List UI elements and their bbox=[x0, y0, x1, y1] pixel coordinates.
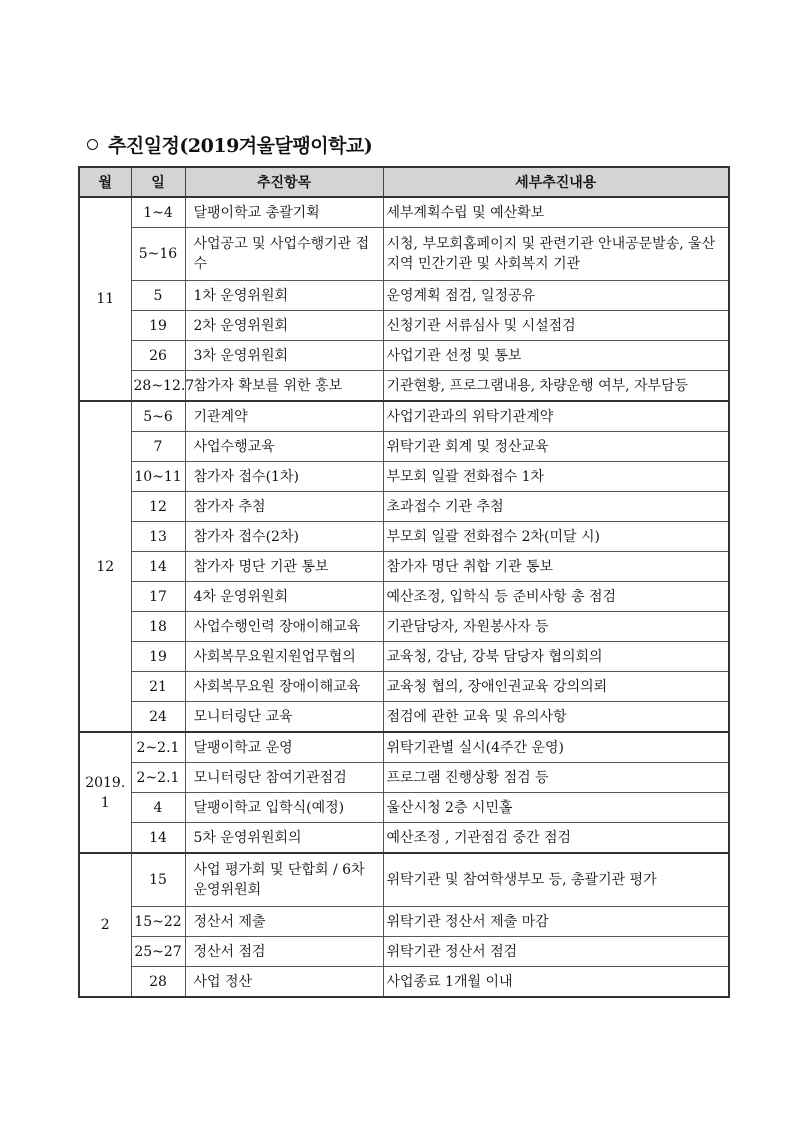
detail-cell: 위탁기관 및 참여학생부모 등, 총괄기관 평가 bbox=[383, 853, 729, 907]
table-row bbox=[79, 732, 729, 763]
day-cell: 18 bbox=[131, 612, 185, 642]
item-cell: 사업수행인력 장애이해교육 bbox=[185, 612, 383, 642]
header-detail: 세부추진내용 bbox=[383, 167, 729, 197]
detail-cell: 예산조정 , 기관점검 중간 점검 bbox=[383, 823, 729, 854]
table-row bbox=[79, 612, 729, 642]
item-cell: 5차 운영위원회의 bbox=[185, 823, 383, 854]
table-row bbox=[79, 793, 729, 823]
table-row bbox=[79, 522, 729, 552]
detail-cell: 교육청, 강남, 강북 담당자 협의회의 bbox=[383, 642, 729, 672]
detail-cell: 부모회 일괄 전화접수 1차 bbox=[383, 462, 729, 492]
detail-cell: 프로그램 진행상황 점검 등 bbox=[383, 763, 729, 793]
table-row bbox=[79, 401, 729, 432]
table-row bbox=[79, 492, 729, 522]
table-row bbox=[79, 672, 729, 702]
detail-cell: 운영계획 점검, 일정공유 bbox=[383, 281, 729, 311]
day-cell: 10~11 bbox=[131, 462, 185, 492]
item-cell: 사업수행교육 bbox=[185, 432, 383, 462]
table-row bbox=[79, 341, 729, 371]
day-cell: 4 bbox=[131, 793, 185, 823]
detail-cell: 위탁기관 정산서 점검 bbox=[383, 937, 729, 967]
table-row bbox=[79, 462, 729, 492]
day-cell: 5 bbox=[131, 281, 185, 311]
circle-bullet-icon bbox=[87, 139, 98, 150]
item-cell: 모니터링단 참여기관점검 bbox=[185, 763, 383, 793]
section-heading bbox=[87, 126, 372, 162]
day-cell: 1~4 bbox=[131, 197, 185, 228]
day-cell: 28 bbox=[131, 967, 185, 998]
item-cell: 사회복무요원 장애이해교육 bbox=[185, 672, 383, 702]
item-cell: 달팽이학교 입학식(예정) bbox=[185, 793, 383, 823]
month-cell: 11 bbox=[79, 197, 131, 401]
day-cell: 26 bbox=[131, 341, 185, 371]
detail-cell: 시청, 부모회홈페이지 및 관련기관 안내공문발송, 울산지역 민간기관 및 사회복지 기관 bbox=[383, 228, 729, 281]
schedule-table bbox=[78, 166, 730, 998]
item-cell: 4차 운영위원회 bbox=[185, 582, 383, 612]
day-cell: 17 bbox=[131, 582, 185, 612]
item-cell: 사업공고 및 사업수행기관 접수 bbox=[185, 228, 383, 281]
day-cell: 19 bbox=[131, 311, 185, 341]
day-cell: 2~2.1 bbox=[131, 732, 185, 763]
section-title: 추진일정(2019겨울달팽이학교) bbox=[108, 134, 373, 157]
header-day: 일 bbox=[131, 167, 185, 197]
table-row bbox=[79, 642, 729, 672]
table-row bbox=[79, 552, 729, 582]
table-row bbox=[79, 937, 729, 967]
day-cell: 13 bbox=[131, 522, 185, 552]
detail-cell: 울산시청 2층 시민홀 bbox=[383, 793, 729, 823]
header-item: 추진항목 bbox=[185, 167, 383, 197]
day-cell: 7 bbox=[131, 432, 185, 462]
item-cell: 정산서 점검 bbox=[185, 937, 383, 967]
item-cell: 참가자 추첨 bbox=[185, 492, 383, 522]
detail-cell: 교육청 협의, 장애인권교육 강의의뢰 bbox=[383, 672, 729, 702]
day-cell: 5~16 bbox=[131, 228, 185, 281]
detail-cell: 점검에 관한 교육 및 유의사항 bbox=[383, 702, 729, 733]
detail-cell: 사업종료 1개월 이내 bbox=[383, 967, 729, 998]
day-cell: 12 bbox=[131, 492, 185, 522]
item-cell: 달팽이학교 총괄기획 bbox=[185, 197, 383, 228]
day-cell: 5~6 bbox=[131, 401, 185, 432]
day-cell: 21 bbox=[131, 672, 185, 702]
detail-cell: 신청기관 서류심사 및 시설점검 bbox=[383, 311, 729, 341]
item-cell: 참가자 접수(1차) bbox=[185, 462, 383, 492]
day-cell: 14 bbox=[131, 552, 185, 582]
item-cell: 1차 운영위원회 bbox=[185, 281, 383, 311]
month-cell: 12 bbox=[79, 401, 131, 732]
day-cell: 19 bbox=[131, 642, 185, 672]
table-row bbox=[79, 702, 729, 733]
day-cell: 15~22 bbox=[131, 907, 185, 937]
detail-cell: 위탁기관별 실시(4주간 운영) bbox=[383, 732, 729, 763]
table-row bbox=[79, 371, 729, 402]
detail-cell: 사업기관 선정 및 통보 bbox=[383, 341, 729, 371]
day-cell: 15 bbox=[131, 853, 185, 907]
item-cell: 참가자 접수(2차) bbox=[185, 522, 383, 552]
table-row bbox=[79, 967, 729, 998]
table-row bbox=[79, 853, 729, 907]
table-row bbox=[79, 823, 729, 854]
day-cell: 14 bbox=[131, 823, 185, 854]
item-cell: 달팽이학교 운영 bbox=[185, 732, 383, 763]
detail-cell: 위탁기관 정산서 제출 마감 bbox=[383, 907, 729, 937]
item-cell: 3차 운영위원회 bbox=[185, 341, 383, 371]
item-cell: 사회복무요원지원업무협의 bbox=[185, 642, 383, 672]
table-row bbox=[79, 228, 729, 281]
month-cell: 2019. 1 bbox=[79, 732, 131, 853]
item-cell: 모니터링단 교육 bbox=[185, 702, 383, 733]
table-row bbox=[79, 582, 729, 612]
day-cell: 25~27 bbox=[131, 937, 185, 967]
item-cell: 참가자 확보를 위한 홍보 bbox=[185, 371, 383, 402]
day-cell: 2~2.1 bbox=[131, 763, 185, 793]
detail-cell: 초과접수 기관 추첨 bbox=[383, 492, 729, 522]
table-row bbox=[79, 197, 729, 228]
detail-cell: 예산조정, 입학식 등 준비사항 총 점검 bbox=[383, 582, 729, 612]
detail-cell: 세부계획수립 및 예산확보 bbox=[383, 197, 729, 228]
item-cell: 사업 평가회 및 단합회 / 6차 운영위원회 bbox=[185, 853, 383, 907]
table-row bbox=[79, 907, 729, 937]
detail-cell: 사업기관과의 위탁기관계약 bbox=[383, 401, 729, 432]
detail-cell: 부모회 일괄 전화접수 2차(미달 시) bbox=[383, 522, 729, 552]
table-row bbox=[79, 281, 729, 311]
header-month: 월 bbox=[79, 167, 131, 197]
table-row bbox=[79, 311, 729, 341]
item-cell: 정산서 제출 bbox=[185, 907, 383, 937]
table-row bbox=[79, 432, 729, 462]
detail-cell: 기관현황, 프로그램내용, 차량운행 여부, 자부담등 bbox=[383, 371, 729, 402]
item-cell: 참가자 명단 기관 통보 bbox=[185, 552, 383, 582]
table-row bbox=[79, 763, 729, 793]
item-cell: 기관계약 bbox=[185, 401, 383, 432]
detail-cell: 참가자 명단 취합 기관 통보 bbox=[383, 552, 729, 582]
detail-cell: 위탁기관 회계 및 정산교육 bbox=[383, 432, 729, 462]
day-cell: 28~12.7 bbox=[131, 371, 185, 402]
day-cell: 24 bbox=[131, 702, 185, 733]
table-header-row bbox=[79, 167, 729, 197]
item-cell: 사업 정산 bbox=[185, 967, 383, 998]
item-cell: 2차 운영위원회 bbox=[185, 311, 383, 341]
detail-cell: 기관담당자, 자원봉사자 등 bbox=[383, 612, 729, 642]
month-cell: 2 bbox=[79, 853, 131, 997]
